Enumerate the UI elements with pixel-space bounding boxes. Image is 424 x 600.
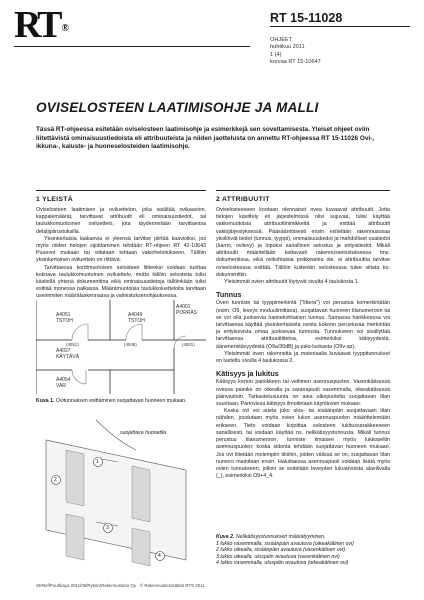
fig2-number: 1 [96,459,99,465]
figure-1-floor-plan [36,300,206,394]
room-code: A4054 [56,377,71,383]
intro-paragraph: Tässä RT-ohjeessa esitetään oviselosteen laatimisohje ja esimerkkejä sen soveltamisesta. Yleiset ohjeet oviin liitettävistä ominaisuustiedoista eli attribuuteista ja niiden jaottelusta on annettu RT-ohjeessa RT 15-11026 Ovi-, ikkuna-, kaluste- ja huoneselosteiden laatimisohje. [36,126,375,151]
paragraph: Yleisimmät ovien attribuutit löytyvät sivulta 4 taulukosta 1. [224,279,360,286]
paragraph: Yleisimmät oven rakennetta ja materiaalia kuvaavat tyyppitunnukset on lueteltu sivulla 4 taulukossa 2. [216,350,390,365]
caption-item: 3 lukko oikealla, ulospäin avautuva (vasenkätinen ovi) [216,553,340,560]
figure-2-door-drawing [36,410,206,570]
caption-text: Ovitunnuksen esittäminen suojattavan huoneen mukaan. [55,398,187,404]
door-tag: (4001) [182,342,195,347]
room-name: KÄYTÄVÄ [56,354,80,361]
figure-2-caption [216,534,390,567]
page-footer: SKRef/Puuhkaya 2011/06/Rytiön/Rakennustieto Oy · © Rakennustietosäätiö RTS 2011 [36,583,205,588]
rt-logo: RT ® [14,4,69,46]
caption-label: Kuva 1. [36,398,55,404]
left-section-rule [36,190,206,191]
caption-item: 2 lukko oikealla, sisäänpäin avautuva (vasenkätinen ovi) [216,547,346,554]
room-name: PORRAS [176,310,198,317]
meta-line: OHJEET [270,37,293,43]
paragraph: Tarvittaessa korttimuotoisen selosteen liitteeksi voidaan tuottaa kokoava taulukkomuotoinen oviluettelo, mutta tällöin selosteita tulisi käsitellä yhtenä dokumenttina eikä ominaisuustietoja tällöinkään tulisi esittää monessa paikassa. Määrämuotoisia taulukkoluetteloita tarvitaan useimmiten määrälaskennassa ja valmistuksenohjauksessa. [36,264,206,300]
paragraph: Koska ovi voi aueta joko ulos- tai sisäänpäin suojattavaan tilan nähden, joudutaan myös ovien lukon asennuspuolen määrittelemään erikseen. Tieto voidaan kirjoittaa selosteen lukitussarakkeeseen sanallisesti, tai voidaan käyttää ns. nelikätisyystunnusta. Mikäli tunnus perustuu tilanumeroon, tunniste ilmaisee myös lukkopeltin asennuspuolen; koska sidonta tehdään suojattavan huoneen mukaan. Jos ovi liitetään molempiin tiloihin, joiden välissä se on, suojattavan tilan numero mainitaan ensin. Haluttaessa asennuspuoli voidaan lisätä myös ovien tunnukseen, jolloin se esitetään leveyden lukuarvoista alavilivalla (_), esimerkiksi O9+4_4. [216,408,390,480]
doc-meta [270,37,321,67]
meta-line: 1 (4) [270,51,282,58]
room-code: A4049 [128,312,143,318]
section-heading-2: 2 ATTRIBUUTIT [216,196,270,203]
header-rule-right [270,26,410,27]
room-code: A4027 [56,348,71,354]
room-name: TSTOH [128,318,145,325]
room-label [56,312,73,324]
room-label [56,377,70,389]
room-name: VAR [56,383,66,390]
meta-line: huhtikuu 2011 [270,44,305,51]
section-heading-1: 1 YLEISTÄ [36,196,73,203]
subheading-katisyys: Kätisyys ja lukitus [216,369,279,379]
right-section-rule [216,190,390,191]
meta-line: korvaa RT 15-10647 [270,59,321,66]
room-code: A4001 [176,304,191,310]
paragraph: Oviselosteeseen kootaan olennaiset ovea kuvaavat attribuutit. Jotta tietojen käsittely eri järjestelmissä olisi sujuvaa, tulisi käyttää vakiomuotoisia attribuuttinimikkeitä ja esittää attribuutit vakiojärjestyksessä. Pääsääntöisesti ensin esitetään rakennusosaa yksilöivät tiedot (tunnus, tyyppi), ominaisuustiedot ja mahdolliset osatiedot (karmi, ovilevy) ja lopuksi sanallinen selostus ja erityistiedot. Mikäli attribuutti määritellään kattavasti rakennusselostuksessa tms. dokumentissa, eikä ovikohtaisia poikkeamia ole, ei attribuuttia tarvitse oviselosteessa esittää. Tällöin kuitenkin selosteessa tulee viitata ko. dokumenttiin. [216,207,390,278]
fig2-number: 2 [54,477,57,483]
caption-text: Nelikätisyystunnuksen määrätyyminen. [235,534,326,540]
paragraph: Kätisyys kertoo painikkeen tai veltimen asennuspuolen. Vasenkätisessä ovessa painike on oikealla ja saranapuoli vasemmalla, oikeakätisessä päinvastoin. Tarkastelusuunta on aina ulkopuolelta suojattavan tilan suuntaan. Pariovissa kätisyys ilmoitetaan käyntioven mukaan. [216,379,390,408]
fig2-label: suojattava huonetila [120,430,167,436]
door-tag: (4051) [66,342,79,347]
paragraph: Oven tunniste tai tyyppimerkintä ("littera") voi perustua komerkintätän (esim. O9, leveys moduulimittana), suojattavan huoneen tilanumeroon tai se voi olla juoksevia hankekohtainen tunnus. Samassa hankkeessa voi tarvittaessa käyttää yksinkertaisista ovista kokoon perustuvaa merkintää ja erityisovista omaa juoksevaa tunnusta. Tunnukseen voi sisällyttää tarvittaessa attribuuttitietoa, esimerkiksi kätisyydestä, ääneneristävyydestä (O9a/30dB) ja palo-luokasta (O9v-sp). [216,300,390,350]
room-label [56,348,79,360]
left-body-text [36,207,206,301]
caption-item: 1 lukko vasemmalla, sisäänpäin avautuva (oikeakätinen ovi) [216,540,354,547]
doc-number: RT 15-11028 [270,11,343,25]
room-label [128,312,145,324]
paragraph: Oviselosteen laatimisen ja oviluettelon, joka sisältää ovikaavion, kappalemäärät, tarvittavat attribuutit eli ominaisuustiedot, tai taulukkomuotoinen oviluettelo, jota täydennetään tarvittaessa detaljipiirustuksilla. [36,207,206,235]
subheading-tunnus: Tunnus [216,290,242,300]
caption-item: 4 lukko vasemmalla, ulospäin avautuva (oikeakätinen ovi) [216,560,349,567]
fig2-number: 3 [106,525,109,531]
paragraph: Yksinkertaisia laakaovia ei yleensä tarvitse piirtää kaavioiksi, jos myös niiden helojen sijoittaminen tehdään RT-ohjeen RT 42-10643 Puuovet mukaan tai viitataan tehtaan vakioheloitukseen. Tällöin yksinkertainen oviluettelo on riittävä. [36,235,206,264]
fig2-number: 4 [158,553,161,559]
right-body-text [216,207,390,480]
room-label [176,304,197,316]
page-title: OVISELOSTEEN LAATIMISOHJE JA MALLI [36,100,319,115]
room-code: A4051 [56,312,71,318]
caption-label: Kuva 2. [216,534,235,540]
room-name: TSTOH [56,318,73,325]
header-rule [14,46,250,47]
door-tag: (4049) [124,342,137,347]
figure-1-caption [36,398,206,405]
